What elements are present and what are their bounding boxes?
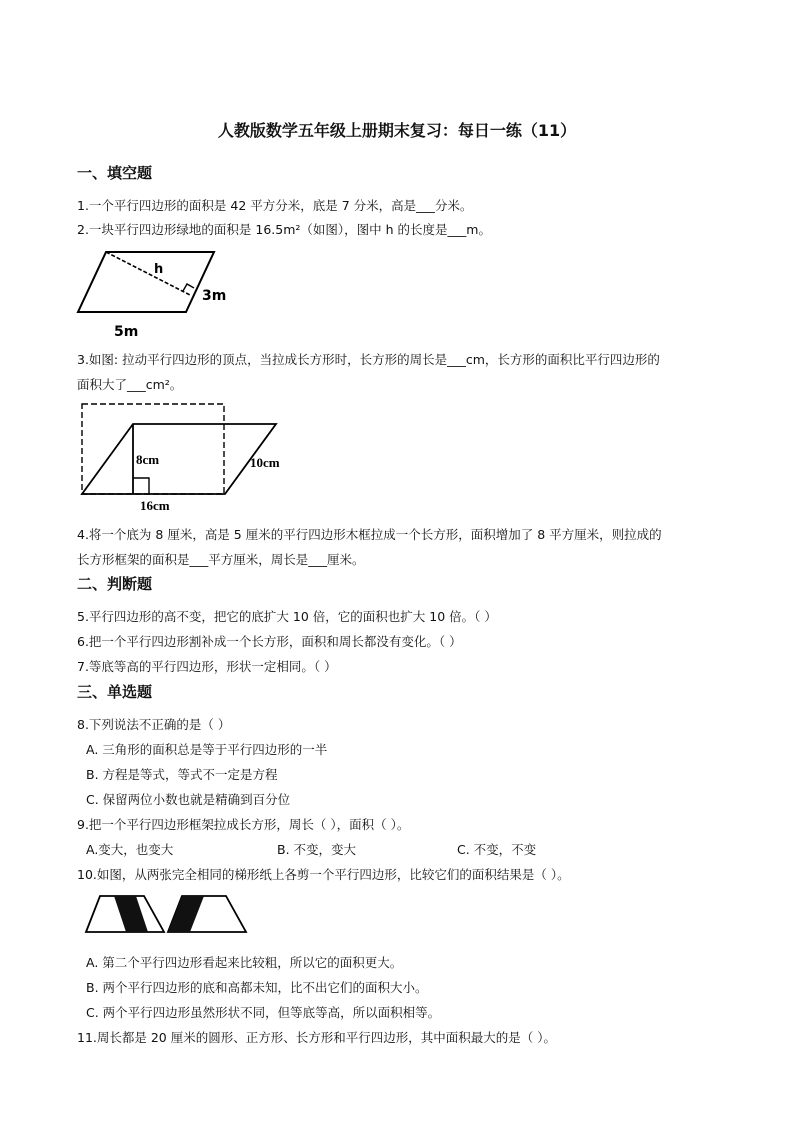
question-5: 5.平行四边形的高不变，把它的底扩大 10 倍，它的面积也扩大 10 倍。（ ）: [77, 609, 497, 624]
question-11: 11.周长都是 20 厘米的圆形、正方形、长方形和平行四边形，其中面积最大的是（ ）。: [77, 1030, 556, 1045]
question-6: 6.把一个平行四边形割补成一个长方形，面积和周长都没有变化。（ ）: [77, 634, 462, 649]
question-10-option-a: A. 第二个平行四边形看起来比较粗，所以它的面积更大。: [86, 955, 403, 970]
fig2-side-label: 10cm: [250, 455, 280, 470]
fig1-side-label: 3m: [202, 288, 227, 304]
page-title: 人教版数学五年级上册期末复习：每日一练（11）: [217, 121, 577, 140]
question-9-option-b: B. 不变，变大: [277, 842, 357, 857]
section-single-choice: 三、单选题: [77, 683, 153, 701]
question-10-option-b: B. 两个平行四边形的底和高都未知，比不出它们的面积大小。: [86, 980, 428, 995]
question-1: 1.一个平行四边形的面积是 42 平方分米，底是 7 分米，高是___分米。: [77, 198, 473, 213]
question-8-option-a: A. 三角形的面积总是等于平行四边形的一半: [86, 742, 328, 757]
question-7: 7.等底等高的平行四边形，形状一定相同。（ ）: [77, 659, 337, 674]
question-3-line-2: 面积大了___cm²。: [77, 377, 183, 392]
question-8: 8.下列说法不正确的是（ ）: [77, 717, 231, 732]
question-4-line-1: 4.将一个底为 8 厘米，高是 5 厘米的平行四边形木框拉成一个长方形，面积增加了 8 平方厘米，则拉成的: [77, 527, 662, 542]
question-4-line-2: 长方形框架的面积是___平方厘米，周长是___厘米。: [77, 552, 365, 567]
question-9: 9.把一个平行四边形框架拉成长方形，周长（ ），面积（ ）。: [77, 817, 410, 832]
question-9-option-c: C. 不变，不变: [457, 842, 537, 857]
fig1-base-label: 5m: [114, 324, 139, 340]
question-2: 2.一块平行四边形绿地的面积是 16.5m²（如图），图中 h 的长度是___m。: [77, 222, 491, 237]
question-8-option-b: B. 方程是等式，等式不一定是方程: [86, 767, 278, 782]
fig1-h-label: h: [154, 262, 164, 277]
fig2-base-label: 16cm: [140, 498, 170, 513]
question-8-option-c: C. 保留两位小数也就是精确到百分位: [86, 792, 291, 807]
figure-parallelogram-rectangle: [78, 402, 298, 514]
figure-trapezoids: [84, 892, 248, 936]
figure-parallelogram-h: [78, 248, 238, 340]
section-fill-in: 一、填空题: [77, 164, 153, 182]
question-9-option-a: A.变大，也变大: [86, 842, 174, 857]
question-10-option-c: C. 两个平行四边形虽然形状不同，但等底等高，所以面积相等。: [86, 1005, 441, 1020]
question-10: 10.如图，从两张完全相同的梯形纸上各剪一个平行四边形，比较它们的面积结果是（ ）。: [77, 867, 570, 882]
section-judgement: 二、判断题: [77, 575, 153, 593]
question-3-line-1: 3.如图: 拉动平行四边形的顶点，当拉成长方形时，长方形的周长是___cm，长方形的面积比平行四边形的: [77, 352, 660, 367]
fig2-height-label: 8cm: [136, 452, 160, 467]
